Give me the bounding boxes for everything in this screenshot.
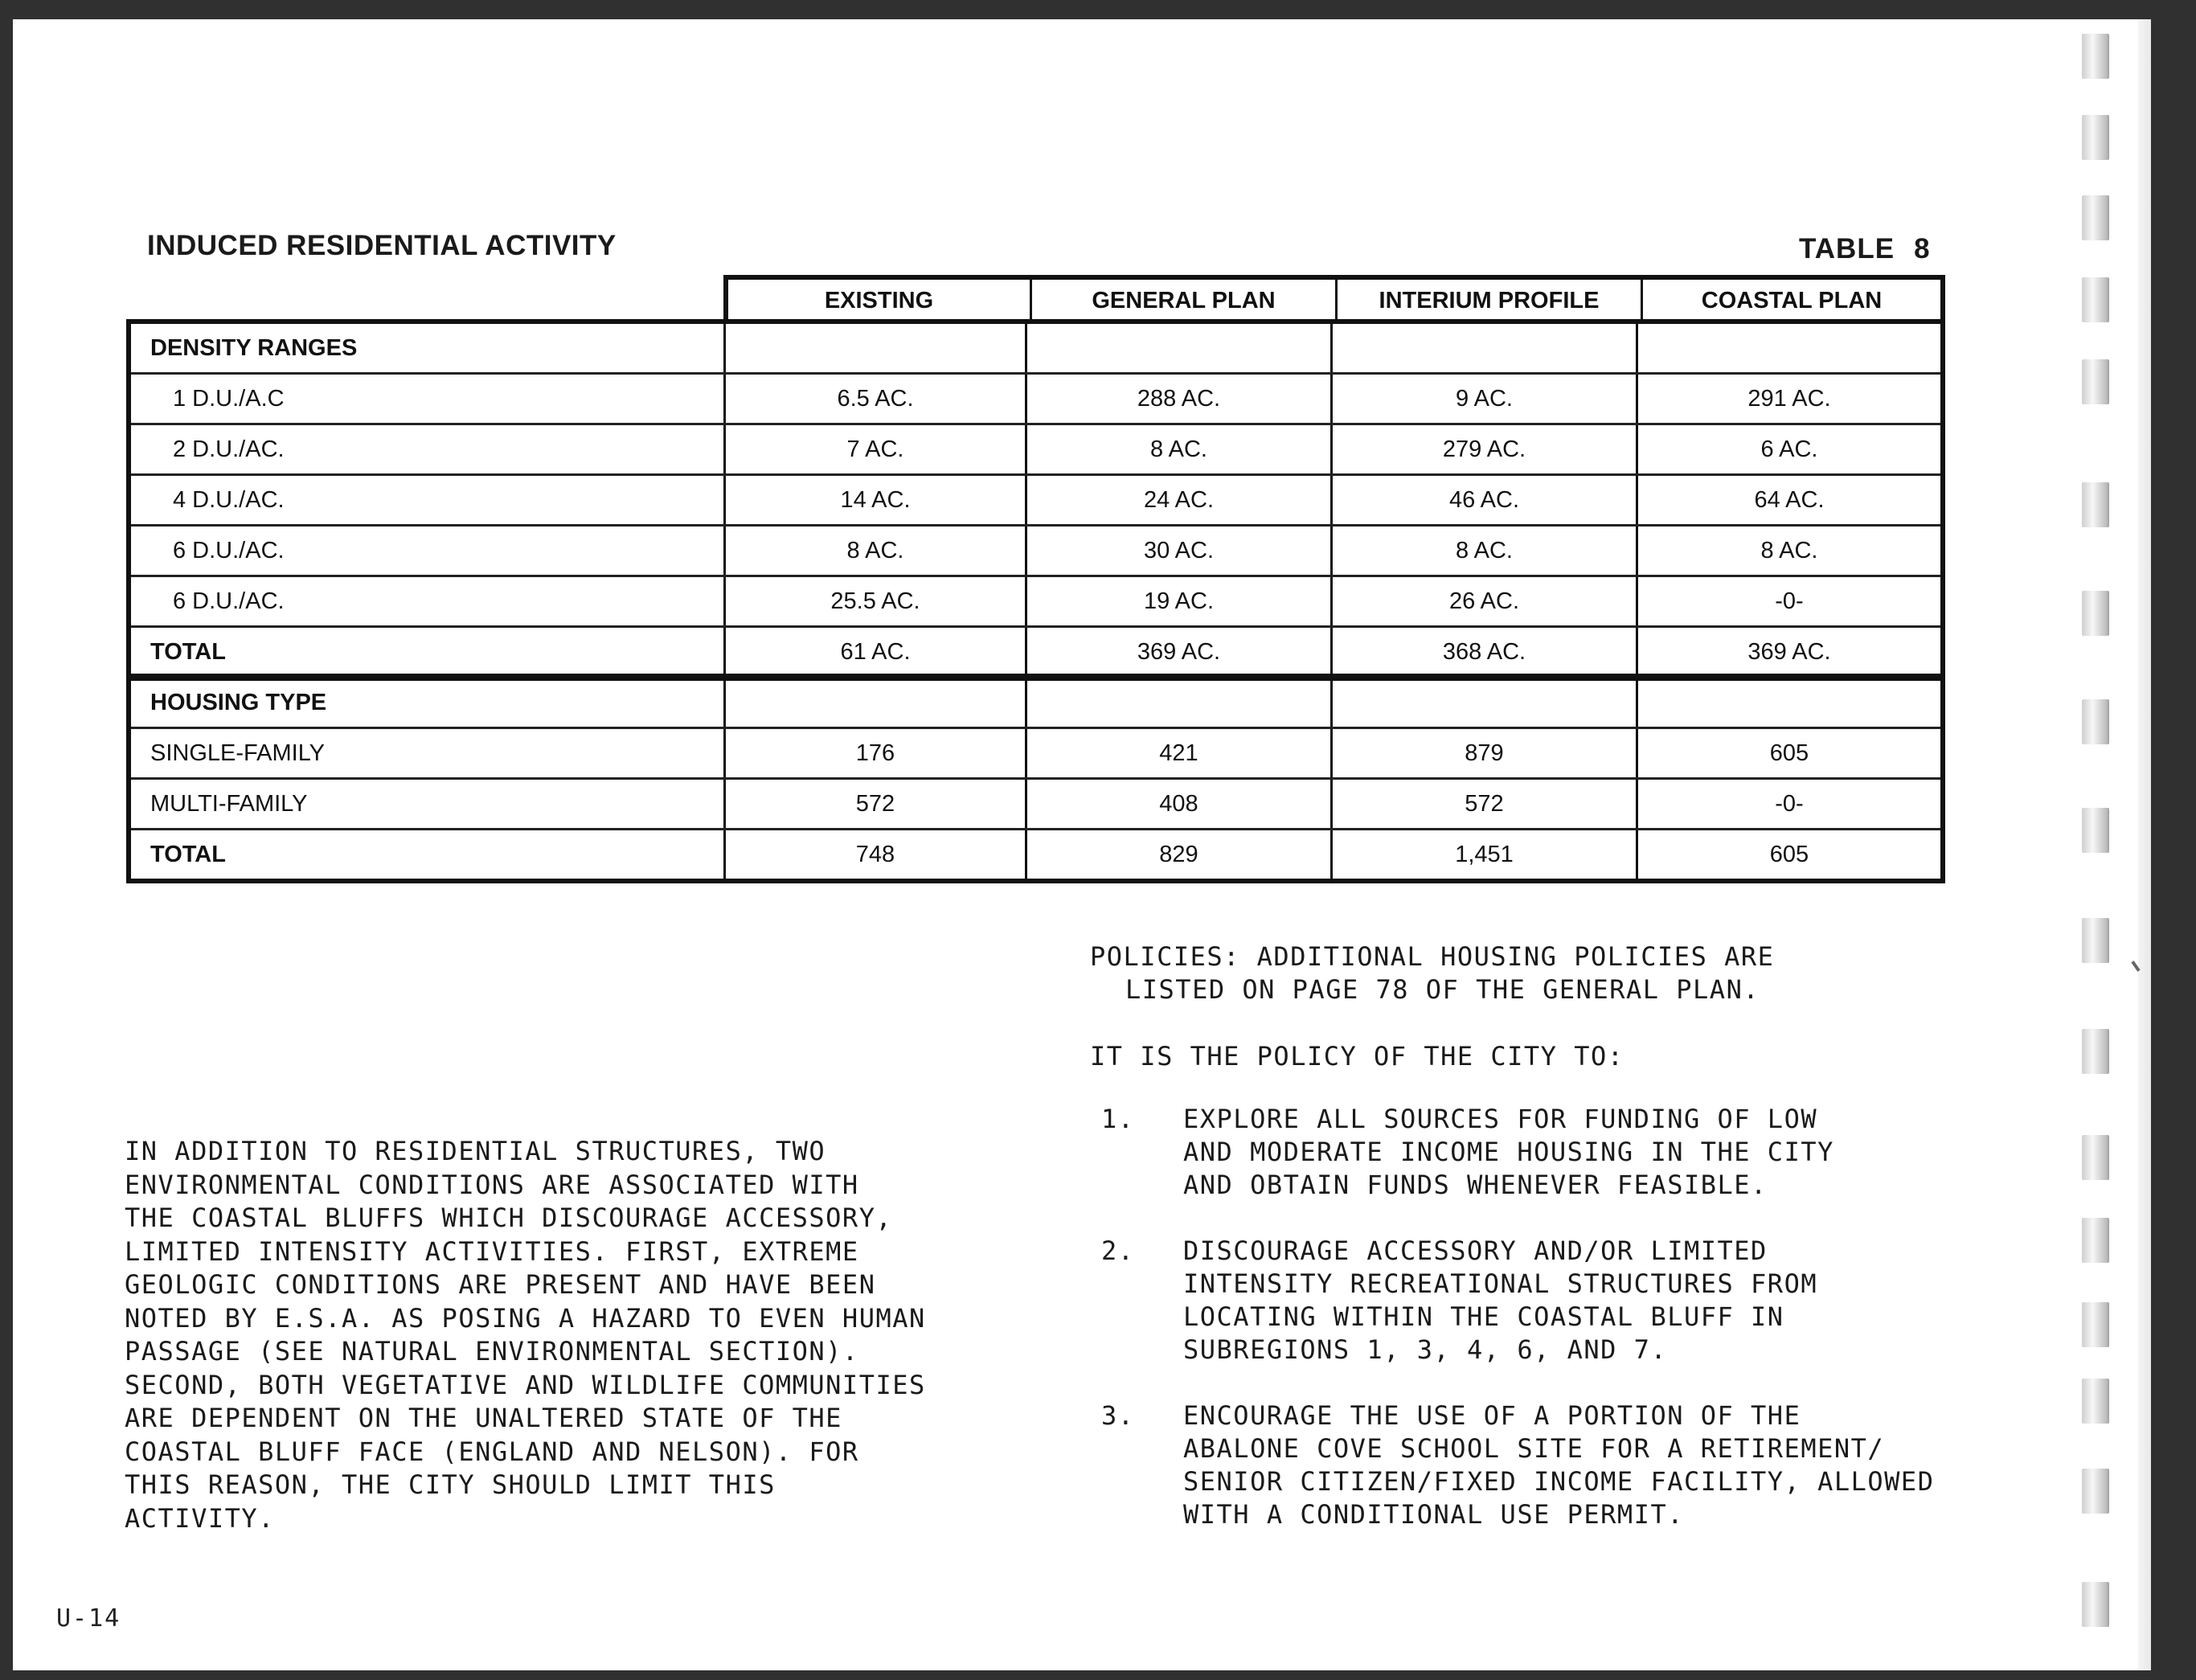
cell-coastal-plan: 8 AC. bbox=[1636, 527, 1940, 575]
binding-hole-icon bbox=[2082, 1218, 2109, 1263]
cell-interium-profile: 8 AC. bbox=[1330, 527, 1636, 575]
housing-type-section bbox=[126, 674, 1945, 883]
policy-text: DISCOURAGE ACCESSORY AND/OR LIMITED INTENSITY RECREATIONAL STRUCTURES FROM LOCATING WITHIN THE COASTAL BLUFF IN SUBREGIONS 1, 3, 4, 6, AND 7. bbox=[1183, 1235, 1818, 1365]
binding-hole-icon bbox=[2082, 1302, 2109, 1347]
cell-existing: 7 AC. bbox=[723, 425, 1025, 473]
cell-coastal-plan: 6 AC. bbox=[1636, 425, 1940, 473]
cell-existing: 8 AC. bbox=[723, 527, 1025, 575]
page-number: U-14 bbox=[56, 1604, 121, 1633]
policy-item bbox=[1101, 1399, 2082, 1531]
column-header-interium-profile: INTERIUM PROFILE bbox=[1335, 280, 1641, 319]
table-column-headers bbox=[723, 275, 1945, 319]
table-number: 8 bbox=[1914, 233, 1931, 264]
row-label: SINGLE-FAMILY bbox=[150, 740, 326, 766]
cell-coastal-plan: 291 AC. bbox=[1636, 375, 1940, 423]
binding-hole-icon bbox=[2082, 918, 2109, 963]
policy-list bbox=[1101, 1103, 2082, 1564]
row-label: MULTI-FAMILY bbox=[150, 790, 308, 817]
column-header-general-plan: GENERAL PLAN bbox=[1030, 280, 1335, 319]
row-label: 1 D.U./A.C bbox=[173, 385, 285, 412]
cell-general-plan: 19 AC. bbox=[1025, 577, 1330, 625]
table-row bbox=[131, 473, 1940, 524]
policy-item bbox=[1101, 1103, 2082, 1202]
row-label: 6 D.U./AC. bbox=[173, 588, 285, 614]
column-header-existing: EXISTING bbox=[824, 288, 934, 313]
policy-lead-text: IT IS THE POLICY OF THE CITY TO: bbox=[1090, 1041, 1624, 1072]
table-row bbox=[131, 727, 1940, 777]
cell-existing: 176 bbox=[723, 729, 1025, 777]
policy-number: 2. bbox=[1101, 1235, 1135, 1266]
binding-hole-icon bbox=[2082, 1469, 2109, 1514]
policy-text: EXPLORE ALL SOURCES FOR FUNDING OF LOW AND MODERATE INCOME HOUSING IN THE CITY AND OBTAIN FUNDS WHENEVER FEASIBLE. bbox=[1183, 1104, 1834, 1200]
section-heading: DENSITY RANGES bbox=[150, 334, 358, 361]
cell-existing: 6.5 AC. bbox=[723, 375, 1025, 423]
table-row bbox=[131, 372, 1940, 423]
cell-general-plan: 288 AC. bbox=[1025, 375, 1330, 423]
binding-hole-icon bbox=[2082, 277, 2109, 322]
cell-existing: 14 AC. bbox=[723, 476, 1025, 524]
body-paragraph: IN ADDITION TO RESIDENTIAL STRUCTURES, TWO ENVIRONMENTAL CONDITIONS ARE ASSOCIATED WITH THE COASTAL BLUFFS WHICH DISCOURAGE ACCESSORY, LIMITED INTENSITY ACTIVITIES. FIRST, EXTREME GEOLOGIC CONDITIONS ARE PRESENT AND HAVE BEEN NOTED BY E.S.A. AS POSING A HAZARD TO EVEN HUMAN PASSAGE (SEE NATURAL ENVIRONMENTAL SECTION). SECOND, BOTH VEGETATIVE AND WILDLIFE COMMUNITIES ARE DEPENDENT ON THE UNALTERED STATE OF THE COASTAL BLUFF FACE (ENGLAND AND NELSON). FOR THIS REASON, THE CITY SHOULD LIMIT THIS ACTIVITY. bbox=[125, 1136, 926, 1534]
row-label: 2 D.U./AC. bbox=[173, 436, 285, 462]
cell-existing: 748 bbox=[723, 830, 1025, 879]
cell-coastal-plan: 605 bbox=[1636, 830, 1940, 879]
cell-existing: 572 bbox=[723, 780, 1025, 828]
policies-intro-line2: LISTED ON PAGE 78 OF THE GENERAL PLAN. bbox=[1125, 974, 1760, 1005]
page-edge-shadow bbox=[2138, 19, 2151, 1670]
cell-interium-profile: 26 AC. bbox=[1330, 577, 1636, 625]
table-row bbox=[131, 575, 1940, 625]
binding-hole-icon bbox=[2082, 115, 2109, 160]
cell-general-plan: 24 AC. bbox=[1025, 476, 1330, 524]
table-label bbox=[1799, 233, 1931, 265]
cell-coastal-plan: 64 AC. bbox=[1636, 476, 1940, 524]
table-row bbox=[131, 524, 1940, 575]
total-row bbox=[131, 625, 1940, 676]
binding-hole-icon bbox=[2082, 808, 2109, 853]
row-label: TOTAL bbox=[150, 638, 226, 665]
cell-interium-profile: 1,451 bbox=[1330, 830, 1636, 879]
binding-hole-icon bbox=[2082, 359, 2109, 404]
policies-intro-line1: POLICIES: ADDITIONAL HOUSING POLICIES ARE bbox=[1090, 941, 1775, 972]
cell-interium-profile: 279 AC. bbox=[1330, 425, 1636, 473]
policies-intro bbox=[1090, 940, 1974, 1006]
binding-hole-icon bbox=[2082, 34, 2109, 79]
policy-text: ENCOURAGE THE USE OF A PORTION OF THE ABALONE COVE SCHOOL SITE FOR A RETIREMENT/ SENIOR CITIZEN/FIXED INCOME FACILITY, ALLOWED WITH A CONDITIONAL USE PERMIT. bbox=[1183, 1400, 1935, 1530]
cell-existing: 61 AC. bbox=[723, 628, 1025, 676]
column-header-coastal-plan: COASTAL PLAN bbox=[1641, 280, 1940, 319]
policy-number: 3. bbox=[1101, 1400, 1135, 1431]
section-heading-row bbox=[131, 678, 1940, 727]
binding-hole-icon bbox=[2082, 1379, 2109, 1424]
cell-interium-profile: 879 bbox=[1330, 729, 1636, 777]
cell-interium-profile: 368 AC. bbox=[1330, 628, 1636, 676]
cell-general-plan: 369 AC. bbox=[1025, 628, 1330, 676]
cell-coastal-plan: -0- bbox=[1636, 577, 1940, 625]
cell-coastal-plan: 605 bbox=[1636, 729, 1940, 777]
cell-existing: 25.5 AC. bbox=[723, 577, 1025, 625]
section-heading: HOUSING TYPE bbox=[150, 689, 327, 715]
row-label: 4 D.U./AC. bbox=[173, 486, 285, 513]
table-label-text: TABLE bbox=[1799, 233, 1895, 264]
policy-number: 1. bbox=[1101, 1104, 1135, 1134]
density-ranges-section bbox=[126, 319, 1945, 681]
table-row bbox=[131, 423, 1940, 473]
cell-coastal-plan: -0- bbox=[1636, 780, 1940, 828]
cell-general-plan: 30 AC. bbox=[1025, 527, 1330, 575]
cell-interium-profile: 46 AC. bbox=[1330, 476, 1636, 524]
row-label: 6 D.U./AC. bbox=[173, 537, 285, 563]
cell-general-plan: 829 bbox=[1025, 830, 1330, 879]
cell-general-plan: 8 AC. bbox=[1025, 425, 1330, 473]
binding-hole-icon bbox=[2082, 591, 2109, 636]
cell-coastal-plan: 369 AC. bbox=[1636, 628, 1940, 676]
binding-hole-icon bbox=[2082, 1582, 2109, 1627]
binding-hole-icon bbox=[2082, 482, 2109, 527]
row-label: TOTAL bbox=[150, 841, 226, 867]
binding-hole-icon bbox=[2082, 699, 2109, 744]
document-title: INDUCED RESIDENTIAL ACTIVITY bbox=[147, 230, 617, 261]
cell-general-plan: 408 bbox=[1025, 780, 1330, 828]
binding-hole-icon bbox=[2082, 1029, 2109, 1074]
policy-item bbox=[1101, 1235, 2082, 1367]
table-row bbox=[131, 777, 1940, 828]
section-heading-row bbox=[131, 324, 1940, 372]
cell-interium-profile: 9 AC. bbox=[1330, 375, 1636, 423]
binding-hole-icon bbox=[2082, 195, 2109, 240]
total-row bbox=[131, 828, 1940, 879]
cell-interium-profile: 572 bbox=[1330, 780, 1636, 828]
binding-hole-icon bbox=[2082, 1135, 2109, 1180]
cell-general-plan: 421 bbox=[1025, 729, 1330, 777]
